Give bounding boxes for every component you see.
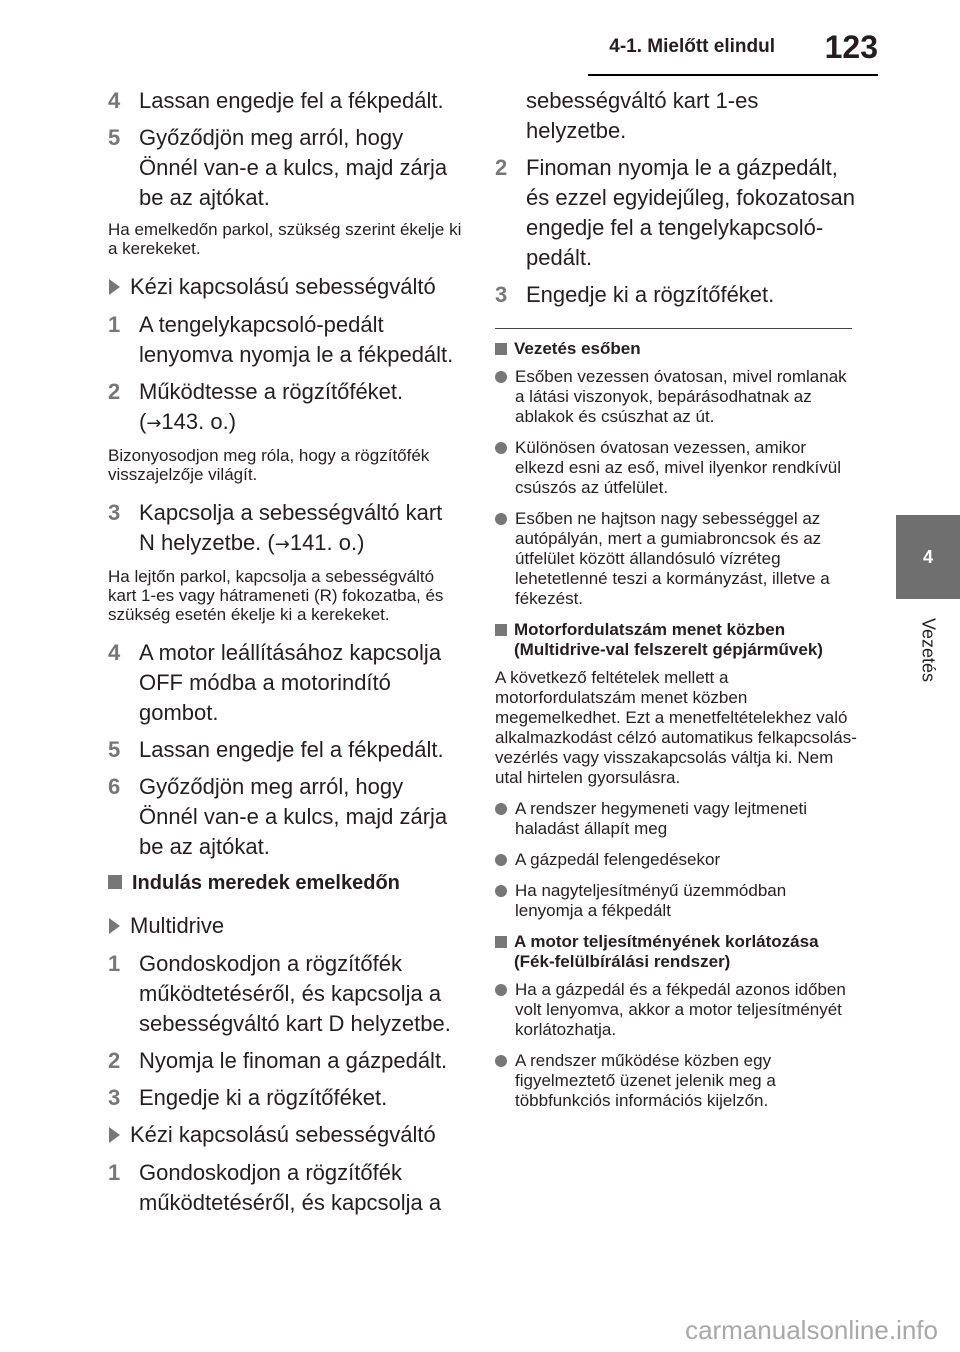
step-continuation: sebességváltó kart 1-es helyzetbe. [526, 88, 759, 143]
bullet-item [495, 509, 857, 609]
bullet-item [495, 881, 857, 921]
bullet-text: A gázpedál felengedésekor [515, 850, 721, 869]
bullet-text: Esőben vezessen óvatosan, mivel romlanak a látási viszonyok, bepárásodhatnak az ablakok és csúszhat az út. [515, 367, 847, 426]
step-number: 1 [108, 312, 121, 337]
step-text: A tengelykapcsoló-pedált lenyomva nyomja le a fékpedált. [139, 312, 454, 367]
step-4 [108, 638, 463, 728]
subsection-label: Multidrive [130, 913, 225, 938]
divider [495, 328, 852, 329]
step-text: Engedje ki a rögzítőféket. [526, 282, 775, 307]
step-text: Nyomja le finoman a gázpedált. [139, 1048, 448, 1073]
subsection-manual [108, 272, 463, 302]
step-1 [108, 1158, 463, 1218]
bullet-dot-icon [495, 513, 507, 525]
step-number: 2 [108, 1048, 121, 1073]
header-rule [588, 74, 878, 76]
step-text: Működtesse a rögzítőféket. ( [139, 379, 404, 434]
subsection-label: Kézi kapcsolású sebességváltó [130, 274, 436, 299]
chapter-tab-text: Vezetés [918, 617, 939, 683]
triangle-icon [109, 918, 120, 934]
subsection-manual [108, 1120, 463, 1150]
subsection-label: Kézi kapcsolású sebességváltó [130, 1122, 436, 1147]
square-icon [495, 936, 507, 948]
triangle-icon [109, 279, 120, 295]
step-4 [108, 86, 463, 116]
step-text: Kapcsolja a sebességváltó kart N helyzetbe. ( [139, 500, 443, 555]
heading-text: Indulás meredek emelkedőn [132, 872, 400, 894]
step-5 [108, 735, 463, 765]
bullet-text: A rendszer működése közben egy figyelmeztető üzenet jelenik meg a többfunkciós információs kijelzőn. [515, 1051, 776, 1110]
note: Ha lejtőn parkol, kapcsolja a sebességváltó kart 1-es vagy hátrameneti (R) fokozatba, és szükség esetén ékelje ki a kerekeket. [108, 567, 444, 624]
page-header [0, 0, 960, 80]
bullet-item [495, 1051, 857, 1111]
step-number: 3 [108, 1085, 121, 1110]
page-number: 123 [824, 29, 878, 65]
step-2 [108, 1046, 463, 1076]
step-1 [108, 949, 463, 1039]
bullet-dot-icon [495, 854, 507, 866]
bullet-text: A rendszer hegymeneti vagy lejtmeneti haladást állapít meg [515, 799, 807, 838]
info-heading [495, 620, 857, 660]
bullet-item [495, 799, 857, 839]
heading-text: Motorfordulatszám menet közben (Multidrive-val felszerelt gépjárművek) [514, 620, 823, 659]
page-reference: 143. o.) [161, 409, 237, 434]
bullet-item [495, 850, 857, 870]
bullet-text: Esőben ne hajtson nagy sebességgel az autópályán, mert a gumiabroncsok és az útfelület között állandósuló vízréteg lehetetlenné teszi a kormányzást, illetve a fékezést. [515, 509, 830, 608]
step-number: 3 [108, 500, 121, 525]
arrow-icon: → [146, 413, 162, 434]
heading-text: A motor teljesítményének korlátozása (Fék-felülbírálási rendszer) [514, 932, 819, 971]
step-number: 2 [495, 155, 508, 180]
step-number: 5 [108, 125, 121, 150]
bullet-item [495, 367, 857, 427]
chapter-tab-label [896, 600, 960, 700]
step-3 [108, 1083, 463, 1113]
step-3 [495, 280, 857, 310]
square-icon [108, 875, 122, 889]
step-text: Finoman nyomja le a gázpedált, és ezzel egyidejűleg, fokozatosan engedje fel a tengelykapcsoló-pedált. [526, 155, 855, 270]
bullet-text: Ha a gázpedál és a fékpedál azonos időben volt lenyomva, akkor a motor teljesítményét korlátozhatja. [515, 980, 846, 1039]
step-5 [108, 123, 463, 213]
bullet-dot-icon [495, 442, 507, 454]
bullet-item [495, 980, 857, 1040]
step-text: Lassan engedje fel a fékpedált. [139, 737, 444, 762]
paragraph: A következő feltételek mellett a motorfordulatszám menet közben megemelkedhet. Ezt a menetfeltételekhez való alkalmazkodást célzó automatikus felkapcsolás-vezérlés vagy visszakapcsolás váltja ki. Nem utal hirtelen gyorsulásra. [495, 668, 857, 787]
bullet-dot-icon [495, 885, 507, 897]
step-number: 4 [108, 88, 121, 113]
step-6 [108, 772, 463, 862]
bullet-dot-icon [495, 1055, 507, 1067]
info-heading [495, 932, 857, 972]
note: Bizonyosodjon meg róla, hogy a rögzítőfék visszajelzője világít. [108, 446, 430, 484]
step-text: Engedje ki a rögzítőféket. [139, 1085, 388, 1110]
right-column [495, 86, 857, 1122]
step-text: Gondoskodjon a rögzítőfék működtetéséről, és kapcsolja a sebességváltó kart D helyzetbe. [139, 951, 451, 1036]
step-number: 1 [108, 951, 121, 976]
step-2 [108, 377, 463, 439]
page-reference: 141. o.) [289, 530, 365, 555]
note: Ha emelkedőn parkol, szükség szerint ékelje ki a kerekeket. [108, 220, 462, 258]
bullet-text: Különösen óvatosan vezessen, amikor elkezd esni az eső, mivel ilyenkor rendkívül csúszós az útfelület. [515, 438, 841, 497]
heading-text: Vezetés esőben [514, 339, 641, 358]
step-number: 6 [108, 774, 121, 799]
bullet-text: Ha nagyteljesítményű üzemmódban lenyomja a fékpedált [515, 881, 787, 920]
info-heading [495, 339, 857, 359]
step-number: 4 [108, 640, 121, 665]
step-1 [108, 310, 463, 370]
square-icon [495, 624, 507, 636]
step-text: Győződjön meg arról, hogy Önnél van-e a kulcs, majd zárja be az ajtókat. [139, 774, 448, 859]
subsection-multidrive [108, 911, 463, 941]
bullet-item [495, 438, 857, 498]
square-icon [495, 343, 507, 355]
bullet-dot-icon [495, 984, 507, 996]
step-number: 3 [495, 282, 508, 307]
section-heading [108, 869, 463, 897]
bullet-dot-icon [495, 803, 507, 815]
left-column [108, 86, 463, 1225]
section-title: 4-1. Mielőtt elindul [609, 36, 775, 57]
step-2 [495, 153, 857, 273]
step-text: Győződjön meg arról, hogy Önnél van-e a kulcs, majd zárja be az ajtókat. [139, 125, 448, 210]
step-number: 5 [108, 737, 121, 762]
watermark[interactable]: carmanualsonline.info [685, 1315, 938, 1345]
arrow-icon: → [274, 534, 290, 555]
step-3 [108, 498, 463, 560]
step-text: A motor leállításához kapcsolja OFF módba a motorindító gombot. [139, 640, 442, 725]
step-text: Lassan engedje fel a fékpedált. [139, 88, 444, 113]
triangle-icon [109, 1127, 120, 1143]
step-text: Gondoskodjon a rögzítőfék működtetéséről, és kapcsolja a [139, 1160, 442, 1215]
step-number: 2 [108, 379, 121, 404]
chapter-tab-number: 4 [896, 515, 960, 599]
step-number: 1 [108, 1160, 121, 1185]
bullet-dot-icon [495, 371, 507, 383]
